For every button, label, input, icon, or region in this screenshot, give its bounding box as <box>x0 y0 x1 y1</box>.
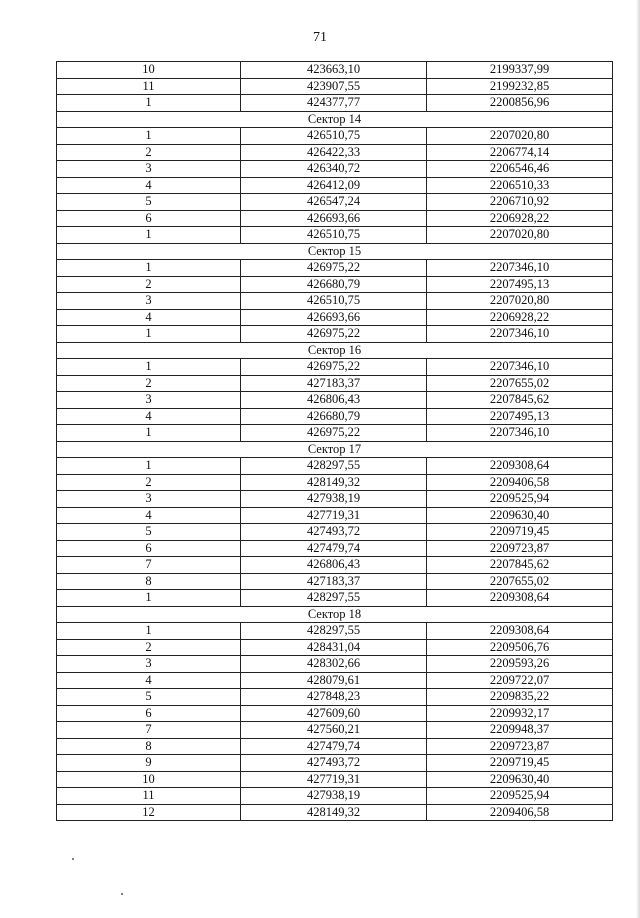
y-coordinate-cell: 2207495,13 <box>427 408 613 425</box>
table-row <box>57 95 613 112</box>
x-coordinate-cell: 427183,37 <box>241 375 427 392</box>
point-number-cell: 10 <box>57 771 241 788</box>
sector-header-row <box>57 243 613 260</box>
point-number-cell: 8 <box>57 573 241 590</box>
point-number-cell: 1 <box>57 590 241 607</box>
y-coordinate-cell: 2209932,17 <box>427 705 613 722</box>
table-row <box>57 804 613 821</box>
point-number-cell: 3 <box>57 491 241 508</box>
x-coordinate-cell: 428297,55 <box>241 623 427 640</box>
x-coordinate-cell: 424377,77 <box>241 95 427 112</box>
point-number-cell: 2 <box>57 639 241 656</box>
y-coordinate-cell: 2209722,07 <box>427 672 613 689</box>
table-row <box>57 524 613 541</box>
point-number-cell: 5 <box>57 689 241 706</box>
y-coordinate-cell: 2206510,33 <box>427 177 613 194</box>
table-row <box>57 590 613 607</box>
point-number-cell: 1 <box>57 326 241 343</box>
point-number-cell: 2 <box>57 474 241 491</box>
scan-edge-shadow <box>636 0 640 918</box>
table-row <box>57 491 613 508</box>
x-coordinate-cell: 427848,23 <box>241 689 427 706</box>
point-number-cell: 11 <box>57 78 241 95</box>
y-coordinate-cell: 2207020,80 <box>427 293 613 310</box>
sector-header-row <box>57 606 613 623</box>
point-number-cell: 1 <box>57 260 241 277</box>
table-row <box>57 771 613 788</box>
x-coordinate-cell: 427493,72 <box>241 755 427 772</box>
point-number-cell: 1 <box>57 425 241 442</box>
x-coordinate-cell: 426693,66 <box>241 210 427 227</box>
x-coordinate-cell: 428297,55 <box>241 590 427 607</box>
x-coordinate-cell: 428431,04 <box>241 639 427 656</box>
y-coordinate-cell: 2207845,62 <box>427 557 613 574</box>
point-number-cell: 6 <box>57 210 241 227</box>
table-row <box>57 689 613 706</box>
point-number-cell: 4 <box>57 309 241 326</box>
y-coordinate-cell: 2206928,22 <box>427 309 613 326</box>
y-coordinate-cell: 2209593,26 <box>427 656 613 673</box>
point-number-cell: 12 <box>57 804 241 821</box>
y-coordinate-cell: 2209506,76 <box>427 639 613 656</box>
y-coordinate-cell: 2209723,87 <box>427 540 613 557</box>
point-number-cell: 10 <box>57 62 241 79</box>
point-number-cell: 2 <box>57 276 241 293</box>
y-coordinate-cell: 2199232,85 <box>427 78 613 95</box>
x-coordinate-cell: 426693,66 <box>241 309 427 326</box>
table-row <box>57 738 613 755</box>
sector-title: Сектор 16 <box>57 342 613 359</box>
point-number-cell: 8 <box>57 738 241 755</box>
point-number-cell: 2 <box>57 144 241 161</box>
point-number-cell: 5 <box>57 194 241 211</box>
y-coordinate-cell: 2209308,64 <box>427 623 613 640</box>
point-number-cell: 4 <box>57 672 241 689</box>
point-number-cell: 1 <box>57 458 241 475</box>
y-coordinate-cell: 2207346,10 <box>427 326 613 343</box>
table-row <box>57 623 613 640</box>
x-coordinate-cell: 426806,43 <box>241 392 427 409</box>
point-number-cell: 1 <box>57 95 241 112</box>
y-coordinate-cell: 2207495,13 <box>427 276 613 293</box>
y-coordinate-cell: 2199337,99 <box>427 62 613 79</box>
table-row <box>57 755 613 772</box>
x-coordinate-cell: 426680,79 <box>241 408 427 425</box>
x-coordinate-cell: 423663,10 <box>241 62 427 79</box>
point-number-cell: 4 <box>57 408 241 425</box>
sector-title: Сектор 14 <box>57 111 613 128</box>
point-number-cell: 1 <box>57 128 241 145</box>
table-row <box>57 474 613 491</box>
point-number-cell: 7 <box>57 557 241 574</box>
y-coordinate-cell: 2209719,45 <box>427 524 613 541</box>
x-coordinate-cell: 427183,37 <box>241 573 427 590</box>
point-number-cell: 3 <box>57 293 241 310</box>
y-coordinate-cell: 2206546,46 <box>427 161 613 178</box>
x-coordinate-cell: 428302,66 <box>241 656 427 673</box>
table-row <box>57 144 613 161</box>
y-coordinate-cell: 2207346,10 <box>427 260 613 277</box>
y-coordinate-cell: 2209723,87 <box>427 738 613 755</box>
point-number-cell: 9 <box>57 755 241 772</box>
x-coordinate-cell: 427719,31 <box>241 507 427 524</box>
y-coordinate-cell: 2209406,58 <box>427 474 613 491</box>
table-row <box>57 392 613 409</box>
table-row <box>57 227 613 244</box>
x-coordinate-cell: 423907,55 <box>241 78 427 95</box>
table-row <box>57 425 613 442</box>
sector-title: Сектор 17 <box>57 441 613 458</box>
y-coordinate-cell: 2207845,62 <box>427 392 613 409</box>
x-coordinate-cell: 426806,43 <box>241 557 427 574</box>
y-coordinate-cell: 2209630,40 <box>427 771 613 788</box>
table-row <box>57 722 613 739</box>
scan-speck <box>72 858 74 860</box>
y-coordinate-cell: 2207020,80 <box>427 227 613 244</box>
table-row <box>57 309 613 326</box>
point-number-cell: 3 <box>57 656 241 673</box>
table-row <box>57 672 613 689</box>
table-row <box>57 276 613 293</box>
x-coordinate-cell: 428079,61 <box>241 672 427 689</box>
point-number-cell: 6 <box>57 540 241 557</box>
table-row <box>57 540 613 557</box>
y-coordinate-cell: 2209719,45 <box>427 755 613 772</box>
x-coordinate-cell: 426975,22 <box>241 359 427 376</box>
point-number-cell: 7 <box>57 722 241 739</box>
table-row <box>57 788 613 805</box>
point-number-cell: 2 <box>57 375 241 392</box>
point-number-cell: 1 <box>57 359 241 376</box>
x-coordinate-cell: 427479,74 <box>241 540 427 557</box>
table-row <box>57 210 613 227</box>
y-coordinate-cell: 2206928,22 <box>427 210 613 227</box>
scan-speck <box>121 893 123 895</box>
table-row <box>57 78 613 95</box>
y-coordinate-cell: 2209948,37 <box>427 722 613 739</box>
point-number-cell: 3 <box>57 392 241 409</box>
sector-header-row <box>57 342 613 359</box>
x-coordinate-cell: 427493,72 <box>241 524 427 541</box>
x-coordinate-cell: 426340,72 <box>241 161 427 178</box>
table-row <box>57 656 613 673</box>
y-coordinate-cell: 2209630,40 <box>427 507 613 524</box>
x-coordinate-cell: 426422,33 <box>241 144 427 161</box>
y-coordinate-cell: 2209308,64 <box>427 590 613 607</box>
table-row <box>57 128 613 145</box>
x-coordinate-cell: 427479,74 <box>241 738 427 755</box>
table-row <box>57 408 613 425</box>
y-coordinate-cell: 2209525,94 <box>427 491 613 508</box>
x-coordinate-cell: 426510,75 <box>241 227 427 244</box>
table-row <box>57 161 613 178</box>
y-coordinate-cell: 2209308,64 <box>427 458 613 475</box>
point-number-cell: 1 <box>57 623 241 640</box>
x-coordinate-cell: 428297,55 <box>241 458 427 475</box>
x-coordinate-cell: 427560,21 <box>241 722 427 739</box>
y-coordinate-cell: 2207655,02 <box>427 375 613 392</box>
y-coordinate-cell: 2206710,92 <box>427 194 613 211</box>
sector-header-row <box>57 441 613 458</box>
x-coordinate-cell: 428149,32 <box>241 804 427 821</box>
table-row <box>57 326 613 343</box>
x-coordinate-cell: 427938,19 <box>241 491 427 508</box>
x-coordinate-cell: 427719,31 <box>241 771 427 788</box>
point-number-cell: 11 <box>57 788 241 805</box>
x-coordinate-cell: 428149,32 <box>241 474 427 491</box>
coordinates-table-body <box>57 62 613 821</box>
y-coordinate-cell: 2209525,94 <box>427 788 613 805</box>
table-row <box>57 573 613 590</box>
y-coordinate-cell: 2206774,14 <box>427 144 613 161</box>
point-number-cell: 6 <box>57 705 241 722</box>
sector-title: Сектор 18 <box>57 606 613 623</box>
point-number-cell: 4 <box>57 507 241 524</box>
page-number: 71 <box>313 30 327 45</box>
table-row <box>57 705 613 722</box>
table-row <box>57 62 613 79</box>
sector-header-row <box>57 111 613 128</box>
table-row <box>57 507 613 524</box>
table-row <box>57 458 613 475</box>
x-coordinate-cell: 427938,19 <box>241 788 427 805</box>
point-number-cell: 5 <box>57 524 241 541</box>
table-row <box>57 359 613 376</box>
x-coordinate-cell: 426975,22 <box>241 326 427 343</box>
x-coordinate-cell: 426412,09 <box>241 177 427 194</box>
y-coordinate-cell: 2200856,96 <box>427 95 613 112</box>
y-coordinate-cell: 2207346,10 <box>427 359 613 376</box>
x-coordinate-cell: 427609,60 <box>241 705 427 722</box>
x-coordinate-cell: 426510,75 <box>241 293 427 310</box>
sector-title: Сектор 15 <box>57 243 613 260</box>
y-coordinate-cell: 2209835,22 <box>427 689 613 706</box>
y-coordinate-cell: 2209406,58 <box>427 804 613 821</box>
y-coordinate-cell: 2207346,10 <box>427 425 613 442</box>
table-row <box>57 557 613 574</box>
x-coordinate-cell: 426547,24 <box>241 194 427 211</box>
x-coordinate-cell: 426680,79 <box>241 276 427 293</box>
y-coordinate-cell: 2207655,02 <box>427 573 613 590</box>
point-number-cell: 1 <box>57 227 241 244</box>
x-coordinate-cell: 426975,22 <box>241 425 427 442</box>
table-row <box>57 639 613 656</box>
point-number-cell: 3 <box>57 161 241 178</box>
y-coordinate-cell: 2207020,80 <box>427 128 613 145</box>
table-row <box>57 293 613 310</box>
x-coordinate-cell: 426975,22 <box>241 260 427 277</box>
table-row <box>57 177 613 194</box>
table-row <box>57 194 613 211</box>
point-number-cell: 4 <box>57 177 241 194</box>
table-row <box>57 375 613 392</box>
table-row <box>57 260 613 277</box>
coordinates-table <box>56 61 613 821</box>
x-coordinate-cell: 426510,75 <box>241 128 427 145</box>
